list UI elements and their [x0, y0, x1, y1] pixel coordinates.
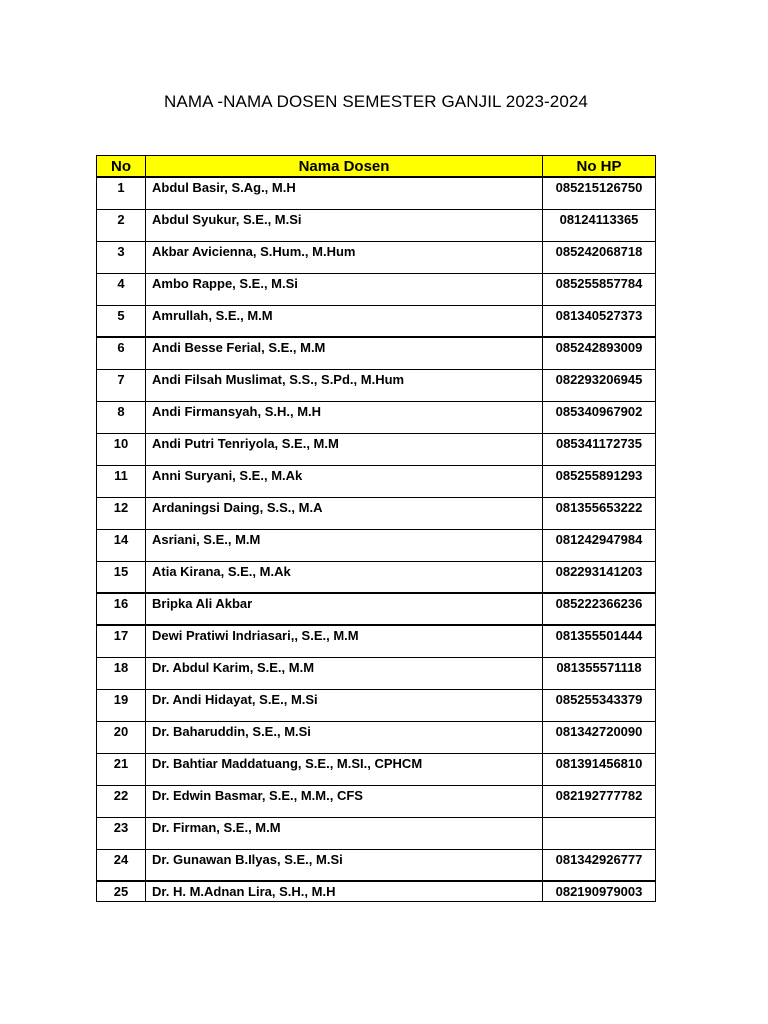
table-row: [97, 657, 656, 689]
cell-nama: Dr. Firman, S.E., M.M: [146, 817, 543, 849]
cell-nama: Dr. Abdul Karim, S.E., M.M: [146, 657, 543, 689]
table-row: [97, 561, 656, 593]
cell-no: 17: [97, 625, 146, 657]
cell-no: 11: [97, 465, 146, 497]
table-header: [97, 156, 656, 178]
cell-nama: Dr. Baharuddin, S.E., M.Si: [146, 721, 543, 753]
cell-no: 20: [97, 721, 146, 753]
cell-no: 6: [97, 337, 146, 369]
cell-hp: 081355653222: [543, 497, 656, 529]
cell-hp: 081340527373: [543, 305, 656, 337]
cell-nama: Anni Suryani, S.E., M.Ak: [146, 465, 543, 497]
cell-nama: Dewi Pratiwi Indriasari,, S.E., M.M: [146, 625, 543, 657]
cell-no: 18: [97, 657, 146, 689]
cell-hp: 081342720090: [543, 721, 656, 753]
table-row: [97, 465, 656, 497]
cell-hp: 081391456810: [543, 753, 656, 785]
table-row: [97, 817, 656, 849]
table-row: [97, 881, 656, 901]
cell-nama: Abdul Basir, S.Ag., M.H: [146, 177, 543, 209]
table-row: [97, 305, 656, 337]
cell-no: 5: [97, 305, 146, 337]
cell-no: 10: [97, 433, 146, 465]
cell-nama: Bripka Ali Akbar: [146, 593, 543, 625]
cell-hp: 082192777782: [543, 785, 656, 817]
cell-nama: Asriani, S.E., M.M: [146, 529, 543, 561]
cell-no: 23: [97, 817, 146, 849]
cell-nama: Atia Kirana, S.E., M.Ak: [146, 561, 543, 593]
cell-hp: 082190979003: [543, 881, 656, 901]
table-row: [97, 433, 656, 465]
cell-no: 22: [97, 785, 146, 817]
table-row: [97, 401, 656, 433]
cell-hp: 085215126750: [543, 177, 656, 209]
table-row: [97, 785, 656, 817]
table-row: [97, 273, 656, 305]
cell-nama: Amrullah, S.E., M.M: [146, 305, 543, 337]
cell-nama: Ambo Rappe, S.E., M.Si: [146, 273, 543, 305]
table-row: [97, 529, 656, 561]
cell-hp: 085255343379: [543, 689, 656, 721]
cell-no: 8: [97, 401, 146, 433]
cell-hp: 082293141203: [543, 561, 656, 593]
cell-nama: Abdul Syukur, S.E., M.Si: [146, 209, 543, 241]
cell-nama: Andi Besse Ferial, S.E., M.M: [146, 337, 543, 369]
cell-nama: Dr. Edwin Basmar, S.E., M.M., CFS: [146, 785, 543, 817]
cell-no: 3: [97, 241, 146, 273]
cell-no: 25: [97, 881, 146, 901]
table-row: [97, 241, 656, 273]
cell-hp: 082293206945: [543, 369, 656, 401]
cell-nama: Andi Filsah Muslimat, S.S., S.Pd., M.Hum: [146, 369, 543, 401]
cell-no: 19: [97, 689, 146, 721]
cell-hp: [543, 817, 656, 849]
table-row: [97, 497, 656, 529]
cell-nama: Akbar Avicienna, S.Hum., M.Hum: [146, 241, 543, 273]
table-row: [97, 593, 656, 625]
cell-nama: Dr. H. M.Adnan Lira, S.H., M.H: [146, 881, 543, 901]
cell-no: 12: [97, 497, 146, 529]
cell-no: 1: [97, 177, 146, 209]
column-header-no: No: [97, 156, 146, 178]
cell-hp: 085222366236: [543, 593, 656, 625]
cell-hp: 081242947984: [543, 529, 656, 561]
column-header-nama-dosen: Nama Dosen: [146, 156, 543, 178]
table-row: [97, 721, 656, 753]
cell-hp: 081355571118: [543, 657, 656, 689]
cell-hp: 085340967902: [543, 401, 656, 433]
cell-no: 4: [97, 273, 146, 305]
page-title: NAMA -NAMA DOSEN SEMESTER GANJIL 2023-2024: [164, 92, 588, 111]
cell-hp: 08124113365: [543, 209, 656, 241]
cell-hp: 085242893009: [543, 337, 656, 369]
cell-hp: 085255891293: [543, 465, 656, 497]
cell-no: 16: [97, 593, 146, 625]
table-row: [97, 209, 656, 241]
cell-no: 7: [97, 369, 146, 401]
cell-no: 21: [97, 753, 146, 785]
cell-hp: 081355501444: [543, 625, 656, 657]
cell-hp: 081342926777: [543, 849, 656, 881]
cell-hp: 085255857784: [543, 273, 656, 305]
cell-nama: Dr. Gunawan B.Ilyas, S.E., M.Si: [146, 849, 543, 881]
cell-nama: Andi Putri Tenriyola, S.E., M.M: [146, 433, 543, 465]
table-row: [97, 177, 656, 209]
cell-no: 2: [97, 209, 146, 241]
dosen-table: [96, 155, 656, 902]
table-row: [97, 369, 656, 401]
table-row: [97, 337, 656, 369]
cell-no: 15: [97, 561, 146, 593]
cell-hp: 085242068718: [543, 241, 656, 273]
cell-no: 14: [97, 529, 146, 561]
cell-no: 24: [97, 849, 146, 881]
table-row: [97, 753, 656, 785]
table-row: [97, 625, 656, 657]
column-header-no-hp: No HP: [543, 156, 656, 178]
cell-nama: Dr. Bahtiar Maddatuang, S.E., M.SI., CPHCM: [146, 753, 543, 785]
table-row: [97, 689, 656, 721]
cell-nama: Dr. Andi Hidayat, S.E., M.Si: [146, 689, 543, 721]
cell-nama: Andi Firmansyah, S.H., M.H: [146, 401, 543, 433]
table-row: [97, 849, 656, 881]
cell-hp: 085341172735: [543, 433, 656, 465]
cell-nama: Ardaningsi Daing, S.S., M.A: [146, 497, 543, 529]
